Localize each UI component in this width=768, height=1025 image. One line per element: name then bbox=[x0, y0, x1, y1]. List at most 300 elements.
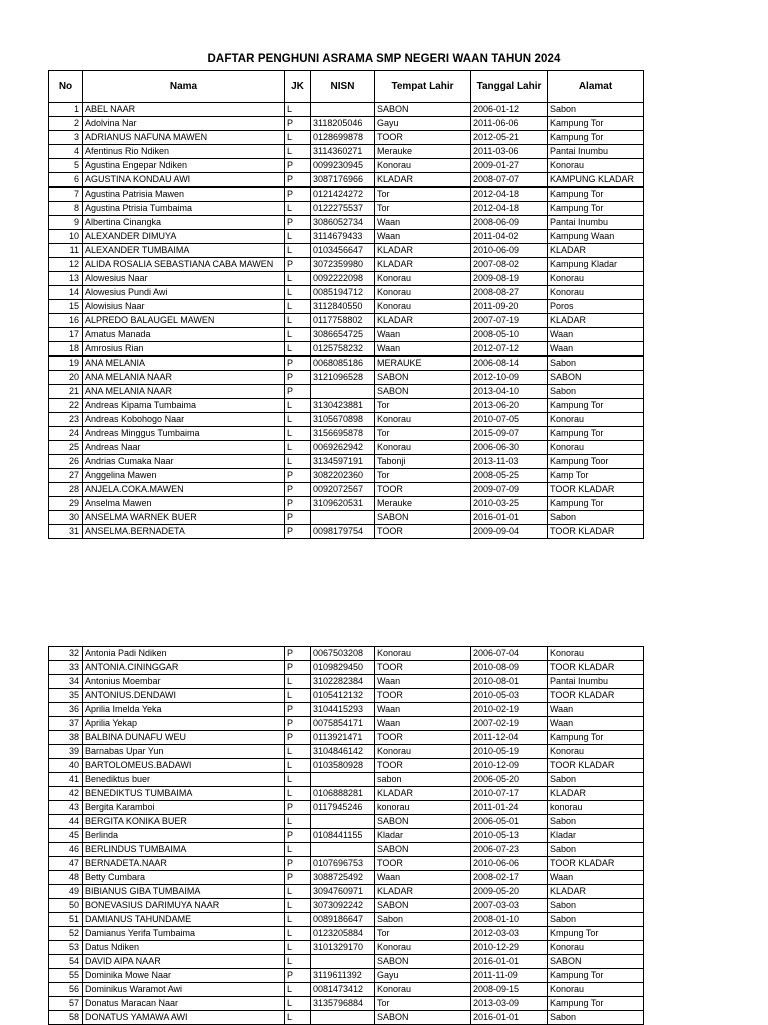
table-row bbox=[49, 328, 644, 342]
cell-alamat: Poros bbox=[548, 300, 644, 314]
cell-nama: Albertina Cinangka bbox=[83, 216, 285, 230]
cell-nisn: 3104846142 bbox=[311, 745, 375, 759]
table-row bbox=[49, 455, 644, 469]
cell-nama: BIBIANUS GIBA TUMBAIMA bbox=[83, 885, 285, 899]
cell-nama: DAMIANUS TAHUNDAME bbox=[83, 913, 285, 927]
cell-nisn: 3156695878 bbox=[311, 427, 375, 441]
cell-nama: Amatus Manada bbox=[83, 328, 285, 342]
cell-jk: L bbox=[285, 675, 311, 689]
cell-alamat: Kampung Tor bbox=[548, 131, 644, 145]
cell-nisn: 3082202360 bbox=[311, 469, 375, 483]
cell-tanggal-lahir: 2010-12-29 bbox=[471, 941, 548, 955]
cell-nama: Adolvina Nar bbox=[83, 117, 285, 131]
cell-no: 38 bbox=[49, 731, 83, 745]
table-row bbox=[49, 969, 644, 983]
cell-tempat-lahir: Sabon bbox=[375, 913, 471, 927]
cell-jk: L bbox=[285, 145, 311, 159]
cell-no: 23 bbox=[49, 413, 83, 427]
cell-nama: ANA MELANIA bbox=[83, 356, 285, 371]
table-row bbox=[49, 675, 644, 689]
cell-nisn: 0123205884 bbox=[311, 927, 375, 941]
cell-alamat: Konorau bbox=[548, 413, 644, 427]
cell-no: 56 bbox=[49, 983, 83, 997]
cell-tanggal-lahir: 2010-02-19 bbox=[471, 703, 548, 717]
cell-alamat: TOOR KLADAR bbox=[548, 857, 644, 871]
cell-tempat-lahir: Waan bbox=[375, 328, 471, 342]
table-row bbox=[49, 983, 644, 997]
cell-nama: Andreas Minggus Tumbaima bbox=[83, 427, 285, 441]
cell-nisn: 3104415293 bbox=[311, 703, 375, 717]
residents-table-2 bbox=[48, 646, 644, 1025]
cell-nisn: 3086052734 bbox=[311, 216, 375, 230]
cell-tanggal-lahir: 2016-01-01 bbox=[471, 955, 548, 969]
cell-tempat-lahir: SABON bbox=[375, 103, 471, 117]
cell-jk: L bbox=[285, 745, 311, 759]
cell-alamat: Kampung Tor bbox=[548, 202, 644, 216]
cell-tempat-lahir: Merauke bbox=[375, 497, 471, 511]
cell-tanggal-lahir: 2006-07-23 bbox=[471, 843, 548, 857]
cell-nisn: 3102282384 bbox=[311, 675, 375, 689]
table-row bbox=[49, 399, 644, 413]
table-row bbox=[49, 413, 644, 427]
cell-tempat-lahir: TOOR bbox=[375, 857, 471, 871]
cell-no: 3 bbox=[49, 131, 83, 145]
cell-tanggal-lahir: 2007-08-02 bbox=[471, 258, 548, 272]
table-row bbox=[49, 441, 644, 455]
cell-tanggal-lahir: 2011-11-09 bbox=[471, 969, 548, 983]
table-row bbox=[49, 216, 644, 230]
cell-tempat-lahir: Konorau bbox=[375, 647, 471, 661]
table-row bbox=[49, 857, 644, 871]
cell-jk: L bbox=[285, 272, 311, 286]
cell-tempat-lahir: TOOR bbox=[375, 731, 471, 745]
cell-no: 31 bbox=[49, 525, 83, 539]
cell-alamat: Waan bbox=[548, 703, 644, 717]
cell-tempat-lahir: Tor bbox=[375, 427, 471, 441]
table-row bbox=[49, 997, 644, 1011]
cell-nama: Afentinus Rio Ndiken bbox=[83, 145, 285, 159]
table-row bbox=[49, 525, 644, 539]
cell-jk: P bbox=[285, 525, 311, 539]
cell-tanggal-lahir: 2009-09-04 bbox=[471, 525, 548, 539]
cell-jk: L bbox=[285, 759, 311, 773]
cell-tempat-lahir: Tor bbox=[375, 202, 471, 216]
cell-nisn bbox=[311, 843, 375, 857]
cell-nisn: 3121096528 bbox=[311, 371, 375, 385]
cell-nama: BERLINDUS TUMBAIMA bbox=[83, 843, 285, 857]
table-row bbox=[49, 871, 644, 885]
cell-nama: Datus Ndiken bbox=[83, 941, 285, 955]
table-row bbox=[49, 497, 644, 511]
cell-jk: L bbox=[285, 787, 311, 801]
cell-no: 20 bbox=[49, 371, 83, 385]
cell-alamat: TOOR KLADAR bbox=[548, 661, 644, 675]
cell-no: 57 bbox=[49, 997, 83, 1011]
cell-tanggal-lahir: 2006-05-20 bbox=[471, 773, 548, 787]
cell-tempat-lahir: Kladar bbox=[375, 829, 471, 843]
cell-nama: BERNADETA.NAAR bbox=[83, 857, 285, 871]
cell-alamat: Sabon bbox=[548, 843, 644, 857]
cell-jk: L bbox=[285, 815, 311, 829]
cell-jk: P bbox=[285, 483, 311, 497]
cell-tempat-lahir: Waan bbox=[375, 230, 471, 244]
cell-nama: DONATUS YAMAWA AWI bbox=[83, 1011, 285, 1025]
cell-tempat-lahir: Merauke bbox=[375, 145, 471, 159]
cell-alamat: Pantai Inumbu bbox=[548, 216, 644, 230]
cell-tempat-lahir: Tabonji bbox=[375, 455, 471, 469]
cell-nisn: 0098179754 bbox=[311, 525, 375, 539]
table-row bbox=[49, 717, 644, 731]
cell-alamat: Sabon bbox=[548, 913, 644, 927]
cell-nisn bbox=[311, 103, 375, 117]
cell-no: 45 bbox=[49, 829, 83, 843]
cell-nama: Antonius Moembar bbox=[83, 675, 285, 689]
cell-nama: Antonia Padi Ndiken bbox=[83, 647, 285, 661]
table-row bbox=[49, 145, 644, 159]
cell-nisn: 0117945246 bbox=[311, 801, 375, 815]
table-row bbox=[49, 511, 644, 525]
cell-tanggal-lahir: 2013-04-10 bbox=[471, 385, 548, 399]
cell-no: 48 bbox=[49, 871, 83, 885]
cell-no: 29 bbox=[49, 497, 83, 511]
header-nama: Nama bbox=[83, 71, 285, 103]
cell-tempat-lahir: Tor bbox=[375, 997, 471, 1011]
table-row bbox=[49, 843, 644, 857]
cell-tanggal-lahir: 2010-06-09 bbox=[471, 244, 548, 258]
cell-jk: L bbox=[285, 131, 311, 145]
cell-tanggal-lahir: 2006-01-12 bbox=[471, 103, 548, 117]
cell-nama: Bergita Karamboi bbox=[83, 801, 285, 815]
table-row bbox=[49, 773, 644, 787]
cell-jk: L bbox=[285, 314, 311, 328]
cell-nama: Dominika Mowe Naar bbox=[83, 969, 285, 983]
cell-alamat: Kampung Tor bbox=[548, 187, 644, 202]
cell-alamat: Sabon bbox=[548, 385, 644, 399]
cell-alamat: Waan bbox=[548, 342, 644, 357]
cell-jk: L bbox=[285, 244, 311, 258]
cell-no: 1 bbox=[49, 103, 83, 117]
table-row bbox=[49, 272, 644, 286]
cell-tempat-lahir: konorau bbox=[375, 801, 471, 815]
header-nisn: NISN bbox=[311, 71, 375, 103]
cell-tempat-lahir: TOOR bbox=[375, 525, 471, 539]
cell-nisn: 0089186647 bbox=[311, 913, 375, 927]
cell-tanggal-lahir: 2006-08-14 bbox=[471, 356, 548, 371]
cell-no: 6 bbox=[49, 173, 83, 188]
table-row bbox=[49, 1011, 644, 1025]
cell-jk: L bbox=[285, 103, 311, 117]
cell-jk: P bbox=[285, 969, 311, 983]
table-row bbox=[49, 103, 644, 117]
table-row bbox=[49, 173, 644, 188]
cell-alamat: SABON bbox=[548, 371, 644, 385]
cell-nama: ADRIANUS NAFUNA MAWEN bbox=[83, 131, 285, 145]
cell-tanggal-lahir: 2006-07-04 bbox=[471, 647, 548, 661]
cell-no: 42 bbox=[49, 787, 83, 801]
table-row bbox=[49, 469, 644, 483]
table-row bbox=[49, 244, 644, 258]
cell-alamat: TOOR KLADAR bbox=[548, 483, 644, 497]
cell-tempat-lahir: Tor bbox=[375, 927, 471, 941]
cell-tanggal-lahir: 2007-07-19 bbox=[471, 314, 548, 328]
cell-tanggal-lahir: 2007-03-03 bbox=[471, 899, 548, 913]
cell-tempat-lahir: Konorau bbox=[375, 413, 471, 427]
cell-jk: P bbox=[285, 829, 311, 843]
cell-nisn: 3130423881 bbox=[311, 399, 375, 413]
cell-jk: L bbox=[285, 1011, 311, 1025]
cell-no: 9 bbox=[49, 216, 83, 230]
cell-nama: ANJELA.COKA.MAWEN bbox=[83, 483, 285, 497]
cell-jk: P bbox=[285, 511, 311, 525]
table-header-row bbox=[49, 71, 644, 103]
cell-alamat: KLADAR bbox=[548, 244, 644, 258]
table-row bbox=[49, 131, 644, 145]
cell-jk: P bbox=[285, 497, 311, 511]
cell-alamat: Konorau bbox=[548, 983, 644, 997]
cell-no: 54 bbox=[49, 955, 83, 969]
cell-alamat: Kampung Toor bbox=[548, 455, 644, 469]
cell-alamat: Kampung Waan bbox=[548, 230, 644, 244]
cell-no: 16 bbox=[49, 314, 83, 328]
cell-tanggal-lahir: 2011-01-24 bbox=[471, 801, 548, 815]
cell-no: 18 bbox=[49, 342, 83, 357]
cell-tanggal-lahir: 2012-10-09 bbox=[471, 371, 548, 385]
cell-tempat-lahir: Konorau bbox=[375, 286, 471, 300]
cell-tanggal-lahir: 2009-08-19 bbox=[471, 272, 548, 286]
cell-no: 49 bbox=[49, 885, 83, 899]
cell-alamat: Kladar bbox=[548, 829, 644, 843]
cell-nisn: 0092222098 bbox=[311, 272, 375, 286]
cell-alamat: Waan bbox=[548, 328, 644, 342]
cell-tanggal-lahir: 2012-04-18 bbox=[471, 202, 548, 216]
cell-tanggal-lahir: 2009-07-09 bbox=[471, 483, 548, 497]
cell-nama: ANTONIUS.DENDAWI bbox=[83, 689, 285, 703]
cell-jk: L bbox=[285, 997, 311, 1011]
cell-tanggal-lahir: 2013-11-03 bbox=[471, 455, 548, 469]
cell-tempat-lahir: KLADAR bbox=[375, 258, 471, 272]
table-row bbox=[49, 342, 644, 357]
cell-tempat-lahir: Tor bbox=[375, 399, 471, 413]
cell-nisn: 3072359980 bbox=[311, 258, 375, 272]
cell-tanggal-lahir: 2010-12-09 bbox=[471, 759, 548, 773]
table-row bbox=[49, 230, 644, 244]
cell-no: 43 bbox=[49, 801, 83, 815]
cell-jk: L bbox=[285, 300, 311, 314]
cell-jk: L bbox=[285, 941, 311, 955]
cell-alamat: TOOR KLADAR bbox=[548, 759, 644, 773]
cell-alamat: Konorau bbox=[548, 272, 644, 286]
cell-tempat-lahir: SABON bbox=[375, 955, 471, 969]
cell-nama: ANA MELANIA NAAR bbox=[83, 385, 285, 399]
table-row bbox=[49, 356, 644, 371]
cell-tempat-lahir: KLADAR bbox=[375, 314, 471, 328]
cell-nama: ALPREDO BALAUGEL MAWEN bbox=[83, 314, 285, 328]
cell-tempat-lahir: Konorau bbox=[375, 941, 471, 955]
cell-tempat-lahir: SABON bbox=[375, 511, 471, 525]
cell-tanggal-lahir: 2008-08-27 bbox=[471, 286, 548, 300]
cell-alamat: Waan bbox=[548, 871, 644, 885]
cell-tanggal-lahir: 2010-07-05 bbox=[471, 413, 548, 427]
cell-no: 22 bbox=[49, 399, 83, 413]
header-tanggal-lahir: Tanggal Lahir bbox=[471, 71, 548, 103]
cell-no: 44 bbox=[49, 815, 83, 829]
cell-alamat: KLADAR bbox=[548, 314, 644, 328]
cell-nama: Alowesius Naar bbox=[83, 272, 285, 286]
cell-tanggal-lahir: 2015-09-07 bbox=[471, 427, 548, 441]
cell-alamat: Kampung Kladar bbox=[548, 258, 644, 272]
table-row bbox=[49, 483, 644, 497]
cell-nama: Benediktus buer bbox=[83, 773, 285, 787]
table-row bbox=[49, 801, 644, 815]
cell-nisn bbox=[311, 815, 375, 829]
cell-nama: ANA MELANIA NAAR bbox=[83, 371, 285, 385]
cell-tempat-lahir: KLADAR bbox=[375, 885, 471, 899]
cell-no: 51 bbox=[49, 913, 83, 927]
cell-tanggal-lahir: 2011-03-06 bbox=[471, 145, 548, 159]
cell-nama: Andreas Naar bbox=[83, 441, 285, 455]
cell-no: 7 bbox=[49, 187, 83, 202]
cell-nama: ALEXANDER DIMUYA bbox=[83, 230, 285, 244]
cell-alamat: Pantai Inumbu bbox=[548, 145, 644, 159]
cell-alamat: Konorau bbox=[548, 745, 644, 759]
cell-nama: Andreas Kobohogo Naar bbox=[83, 413, 285, 427]
cell-tempat-lahir: Tor bbox=[375, 187, 471, 202]
cell-alamat: Konorau bbox=[548, 441, 644, 455]
cell-tempat-lahir: MERAUKE bbox=[375, 356, 471, 371]
cell-nisn: 0128699878 bbox=[311, 131, 375, 145]
cell-alamat: Kamp Tor bbox=[548, 469, 644, 483]
cell-no: 12 bbox=[49, 258, 83, 272]
cell-nisn: 0085194712 bbox=[311, 286, 375, 300]
cell-no: 55 bbox=[49, 969, 83, 983]
cell-nisn: 3087176966 bbox=[311, 173, 375, 188]
cell-nisn: 0092072567 bbox=[311, 483, 375, 497]
cell-tempat-lahir: sabon bbox=[375, 773, 471, 787]
cell-nisn: 0068085186 bbox=[311, 356, 375, 371]
cell-alamat: Waan bbox=[548, 717, 644, 731]
cell-alamat: KLADAR bbox=[548, 885, 644, 899]
header-jk: JK bbox=[285, 71, 311, 103]
cell-nama: ANSELMA.BERNADETA bbox=[83, 525, 285, 539]
table-body-1 bbox=[49, 103, 644, 539]
cell-jk: P bbox=[285, 173, 311, 188]
cell-nisn: 0075854171 bbox=[311, 717, 375, 731]
table-row bbox=[49, 745, 644, 759]
cell-tempat-lahir: Waan bbox=[375, 703, 471, 717]
residents-table-1 bbox=[48, 70, 644, 539]
table-row bbox=[49, 159, 644, 173]
cell-tanggal-lahir: 2008-05-25 bbox=[471, 469, 548, 483]
cell-tanggal-lahir: 2010-08-09 bbox=[471, 661, 548, 675]
cell-nisn: 3112840550 bbox=[311, 300, 375, 314]
cell-tempat-lahir: Waan bbox=[375, 871, 471, 885]
cell-alamat: Sabon bbox=[548, 511, 644, 525]
cell-alamat: Kampung Tor bbox=[548, 969, 644, 983]
cell-jk: L bbox=[285, 230, 311, 244]
cell-nisn: 0122275537 bbox=[311, 202, 375, 216]
cell-no: 14 bbox=[49, 286, 83, 300]
cell-nisn: 0081473412 bbox=[311, 983, 375, 997]
cell-nama: Agustina Ptrisia Tumbaima bbox=[83, 202, 285, 216]
cell-no: 36 bbox=[49, 703, 83, 717]
cell-jk: P bbox=[285, 703, 311, 717]
table-row bbox=[49, 385, 644, 399]
cell-nama: Amrosius Rian bbox=[83, 342, 285, 357]
cell-nisn: 0106888281 bbox=[311, 787, 375, 801]
cell-no: 37 bbox=[49, 717, 83, 731]
cell-tempat-lahir: Gayu bbox=[375, 969, 471, 983]
cell-alamat: Kampung Tor bbox=[548, 497, 644, 511]
cell-tempat-lahir: Tor bbox=[375, 469, 471, 483]
cell-jk: L bbox=[285, 427, 311, 441]
cell-jk: P bbox=[285, 801, 311, 815]
cell-alamat: Kampung Tor bbox=[548, 117, 644, 131]
cell-jk: L bbox=[285, 399, 311, 413]
cell-jk: P bbox=[285, 661, 311, 675]
cell-nisn bbox=[311, 955, 375, 969]
cell-alamat: Sabon bbox=[548, 103, 644, 117]
cell-nama: BARTOLOMEUS.BADAWI bbox=[83, 759, 285, 773]
table-row bbox=[49, 829, 644, 843]
cell-no: 26 bbox=[49, 455, 83, 469]
cell-nisn: 0109829450 bbox=[311, 661, 375, 675]
header-no: No bbox=[49, 71, 83, 103]
page-title: DAFTAR PENGHUNI ASRAMA SMP NEGERI WAAN TAHUN 2024 bbox=[207, 53, 561, 65]
cell-no: 24 bbox=[49, 427, 83, 441]
table-row bbox=[49, 427, 644, 441]
table-row bbox=[49, 759, 644, 773]
cell-jk: P bbox=[285, 857, 311, 871]
cell-nama: BENEDIKTUS TUMBAIMA bbox=[83, 787, 285, 801]
cell-jk: L bbox=[285, 286, 311, 300]
cell-tanggal-lahir: 2010-05-13 bbox=[471, 829, 548, 843]
cell-tempat-lahir: KLADAR bbox=[375, 787, 471, 801]
cell-nisn: 0067503208 bbox=[311, 647, 375, 661]
cell-tanggal-lahir: 2012-05-21 bbox=[471, 131, 548, 145]
table-row bbox=[49, 689, 644, 703]
cell-no: 53 bbox=[49, 941, 83, 955]
cell-nama: BONEVASIUS DARIMUYA NAAR bbox=[83, 899, 285, 913]
cell-alamat: SABON bbox=[548, 955, 644, 969]
cell-nama: BALBINA DUNAFU WEU bbox=[83, 731, 285, 745]
cell-tempat-lahir: TOOR bbox=[375, 689, 471, 703]
cell-tanggal-lahir: 2010-03-25 bbox=[471, 497, 548, 511]
cell-nisn bbox=[311, 1011, 375, 1025]
cell-alamat: KLADAR bbox=[548, 787, 644, 801]
cell-nama: Alowesius Pundi Awi bbox=[83, 286, 285, 300]
cell-nisn bbox=[311, 385, 375, 399]
cell-no: 41 bbox=[49, 773, 83, 787]
cell-tanggal-lahir: 2008-06-09 bbox=[471, 216, 548, 230]
cell-nama: ALEXANDER TUMBAIMA bbox=[83, 244, 285, 258]
cell-nama: Aprilia Yekap bbox=[83, 717, 285, 731]
cell-no: 13 bbox=[49, 272, 83, 286]
cell-jk: L bbox=[285, 689, 311, 703]
cell-nama: Agustina Patrisia Mawen bbox=[83, 187, 285, 202]
cell-nama: Andreas Kipama Tumbaima bbox=[83, 399, 285, 413]
cell-jk: L bbox=[285, 441, 311, 455]
cell-jk: L bbox=[285, 913, 311, 927]
cell-jk: L bbox=[285, 843, 311, 857]
cell-tanggal-lahir: 2011-04-02 bbox=[471, 230, 548, 244]
cell-no: 35 bbox=[49, 689, 83, 703]
cell-nisn bbox=[311, 511, 375, 525]
cell-tempat-lahir: Waan bbox=[375, 216, 471, 230]
cell-nama: DAVID AIPA NAAR bbox=[83, 955, 285, 969]
cell-tanggal-lahir: 2008-01-10 bbox=[471, 913, 548, 927]
cell-alamat: Sabon bbox=[548, 1011, 644, 1025]
cell-jk: L bbox=[285, 328, 311, 342]
